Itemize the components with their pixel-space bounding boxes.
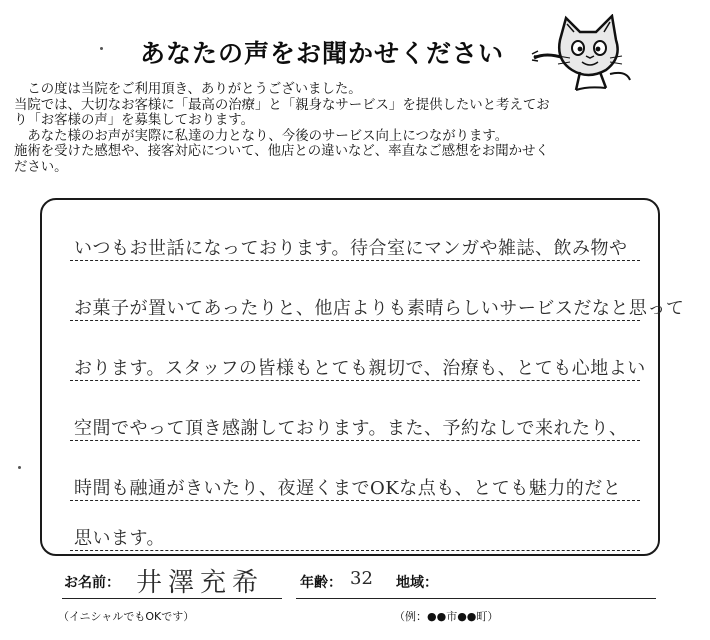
age-region-underline bbox=[296, 598, 656, 599]
intro-line: ださい。 bbox=[14, 159, 68, 175]
ruled-line bbox=[70, 380, 640, 381]
name-label: お名前： bbox=[64, 575, 120, 591]
handwritten-line: お菓子が置いてあったりと、他店よりも素晴らしいサービスだなと思って bbox=[74, 298, 685, 319]
handwritten-line: 思います。 bbox=[74, 528, 166, 549]
page-title: あなたの声をお聞かせください bbox=[140, 39, 505, 68]
name-value: 井澤充希 bbox=[136, 568, 265, 598]
intro-line: り「お客様の声」を募集しております。 bbox=[14, 113, 254, 128]
intro-line: 施術を受けた感想や、接客対応について、他店との違いなど、率直なご感想をお聞かせく bbox=[14, 144, 549, 159]
name-note: （イニシャルでもOKです） bbox=[58, 610, 195, 623]
scan-speck bbox=[18, 466, 21, 469]
handwritten-line: おります。スタッフの皆様もとても親切で、治療も、とても心地よい bbox=[74, 358, 646, 379]
age-value: 32 bbox=[350, 568, 373, 589]
intro-line: この度は当院をご利用頂き、ありがとうございました。 bbox=[14, 82, 362, 97]
handwritten-line: 時間も融通がきいたり、夜遅くまでOKな点も、とても魅力的だと bbox=[74, 478, 622, 499]
name-underline bbox=[62, 598, 282, 599]
intro-line: 当院では、大切なお客様に「最高の治療」と「親身なサービス」を提供したいと考えてお bbox=[14, 97, 550, 113]
ruled-line bbox=[70, 440, 640, 441]
region-label: 地域： bbox=[396, 575, 438, 591]
ruled-line bbox=[70, 260, 640, 261]
handwritten-line: 空間でやって頂き感謝しております。また、予約なしで来れたり、 bbox=[74, 418, 628, 439]
waving-cat-mascot-icon bbox=[530, 14, 640, 92]
ruled-line bbox=[70, 320, 640, 321]
ruled-line bbox=[70, 550, 640, 551]
intro-text bbox=[14, 82, 654, 175]
handwritten-line: いつもお世話になっております。待合室にマンガや雑誌、飲み物や bbox=[74, 238, 628, 259]
intro-line: あなた様のお声が実際に私達の力となり、今後のサービス向上につながります。 bbox=[14, 128, 509, 144]
age-label: 年齢： bbox=[300, 575, 342, 591]
ruled-line bbox=[70, 500, 640, 501]
scan-speck bbox=[100, 47, 103, 50]
region-note: （例：●●市●●町） bbox=[394, 610, 499, 623]
